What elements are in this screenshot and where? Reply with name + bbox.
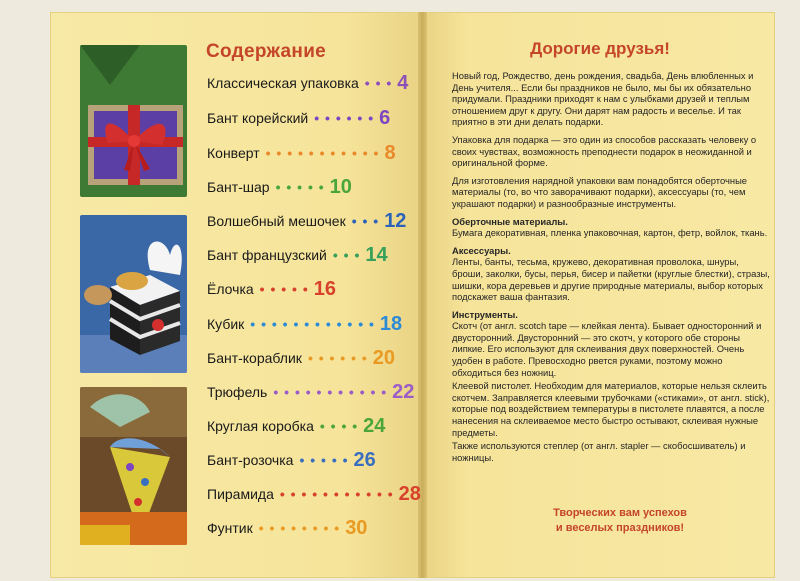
toc-item[interactable] <box>207 204 406 238</box>
toc-item[interactable] <box>207 272 336 306</box>
toc-page-number: 28 <box>398 482 421 505</box>
toc-item[interactable] <box>207 101 390 135</box>
toc-label: Бант корейский <box>207 110 309 126</box>
closing-wish <box>500 506 740 536</box>
toc-page-number: 14 <box>365 243 388 266</box>
toc-dots: • • • • • • • • • • • <box>265 145 380 161</box>
section-heading-accessories: Аксессуары. <box>452 244 511 256</box>
toc-page-number: 10 <box>329 175 352 198</box>
tools-text-glue-gun: Клеевой пистолет. Необходим для материалов, которые нельзя склеить скотчем. Заправляется клеевыми трубочками («стиками», от англ. stick), которые под воздействием температуры в пистолете плавятся, а после нанесения на склеиваемое место быстро остывают, склеивая нужные предметы. <box>452 380 770 438</box>
toc-label: Фунтик <box>207 520 253 536</box>
toc-label: Классическая упаковка <box>207 75 359 91</box>
accessories-text: Ленты, банты, тесьма, кружево, декоративная проволока, шнуры, броши, заколки, бусы, перья, бисер и пайетки (круглые блестки), стразы, шишки, кора деревьев и другие природные материалы, выбор которых подскажет ваша фантазия. <box>452 256 770 303</box>
toc-page-number: 16 <box>313 277 336 300</box>
toc-dots: • • • • • • • • • • • <box>279 486 394 502</box>
toc-dots: • • • • • • • • • • • • <box>250 316 375 332</box>
toc-dots: • • • • • <box>259 281 309 297</box>
toc-page-number: 20 <box>372 346 396 369</box>
toc-label: Бант-розочка <box>207 452 294 468</box>
toc-item[interactable] <box>207 375 414 409</box>
closing-line-2: и веселых праздников! <box>555 522 685 534</box>
toc-label: Бант-кораблик <box>207 350 302 366</box>
toc-label: Бант французский <box>207 247 327 263</box>
toc-item[interactable] <box>207 409 385 443</box>
toc-dots: • • • <box>332 247 361 263</box>
toc-label: Пирамида <box>207 486 274 502</box>
toc-dots: • • • <box>351 213 380 229</box>
photo-cube-box <box>80 215 187 373</box>
toc-label: Ёлочка <box>207 281 254 297</box>
toc-item[interactable] <box>207 170 352 204</box>
toc-dots: • • • • • <box>299 452 349 468</box>
toc-item[interactable] <box>207 66 408 100</box>
intro-paragraph: Для изготовления нарядной упаковки вам понадобятся оберточные материалы (то, во что заворачивают подарки), аксессуары (то, чем украшают подарки) и разнообразные инструменты. <box>452 174 748 209</box>
toc-dots: • • • • <box>319 418 359 434</box>
section-heading-tools: Инструменты. <box>452 308 518 320</box>
materials-text: Бумага декоративная, пленка упаковочная, картон, фетр, войлок, ткань. <box>452 227 768 239</box>
toc-page-number: 30 <box>345 516 368 539</box>
toc-page-number: 26 <box>353 448 376 471</box>
intro-paragraph: Упаковка для подарка — это один из способов рассказать человеку о своих чувствах, возможность преподнести подарок в неожиданной и оригинальной форме. <box>452 133 757 169</box>
toc-item[interactable] <box>207 443 376 477</box>
intro-paragraph: Новый год, Рождество, день рождения, свадьба, День влюбленных и День учителя... Если бы праздников не было, мы бы их обязательно придумали. Праздники приходят к нам с улыбками друзей и теплым отношением друг к другу. Они дарят нам радость и веселье. И так приятно в эти дни делать подарки. <box>452 70 754 128</box>
toc-dots: • • • • • • <box>307 350 368 366</box>
toc-dots: • • • • • • • • • • • <box>273 384 388 400</box>
toc-label: Бант-шар <box>207 179 270 195</box>
photo-classic-wrap <box>80 45 187 197</box>
toc-dots: • • • • • • • • <box>258 520 341 536</box>
closing-line-1: Творческих вам успехов <box>553 507 687 519</box>
toc-label: Конверт <box>207 145 260 161</box>
toc-page-number: 22 <box>392 380 415 403</box>
toc-label: Волшебный мешочек <box>207 213 346 229</box>
toc-item[interactable] <box>207 307 402 341</box>
toc-page-number: 12 <box>384 209 407 232</box>
toc-dots: • • • <box>364 75 393 91</box>
toc-label: Трюфель <box>207 384 268 400</box>
intro-title: Дорогие друзья! <box>530 39 670 58</box>
toc-title: Содержание <box>206 41 327 62</box>
toc-item[interactable] <box>207 341 395 375</box>
tools-text-scotch: Скотч (от англ. scotch tape — клейкая лента). Бывает односторонний и двусторонний. Двусторонний — это скотч, у которого обе стороны липкие. Его используют для склеивания двух поверхностей. Очень удобен в работе. Превосходно рвется руками, поэтому можно обходиться без ножниц. <box>452 320 762 378</box>
toc-page-number: 24 <box>363 414 386 437</box>
toc-page-number: 8 <box>384 141 396 164</box>
toc-item[interactable] <box>207 511 367 545</box>
toc-item[interactable] <box>207 136 396 170</box>
toc-page-number: 18 <box>379 312 403 335</box>
intro-body <box>452 70 770 469</box>
toc-dots: • • • • • • <box>314 110 375 126</box>
toc-item[interactable] <box>207 477 421 511</box>
tools-text-stapler: Также используются степлер (от англ. stapler — скобосшиватель) и ножницы. <box>452 440 746 463</box>
photo-cone-package <box>80 387 187 545</box>
toc-item[interactable] <box>207 238 388 272</box>
toc-label: Кубик <box>207 316 245 332</box>
toc-page-number: 6 <box>379 106 391 129</box>
toc-dots: • • • • • <box>275 179 325 195</box>
toc-label: Круглая коробка <box>207 418 314 434</box>
section-heading-materials: Оберточные материалы. <box>452 215 568 227</box>
toc-page-number: 4 <box>397 71 409 94</box>
